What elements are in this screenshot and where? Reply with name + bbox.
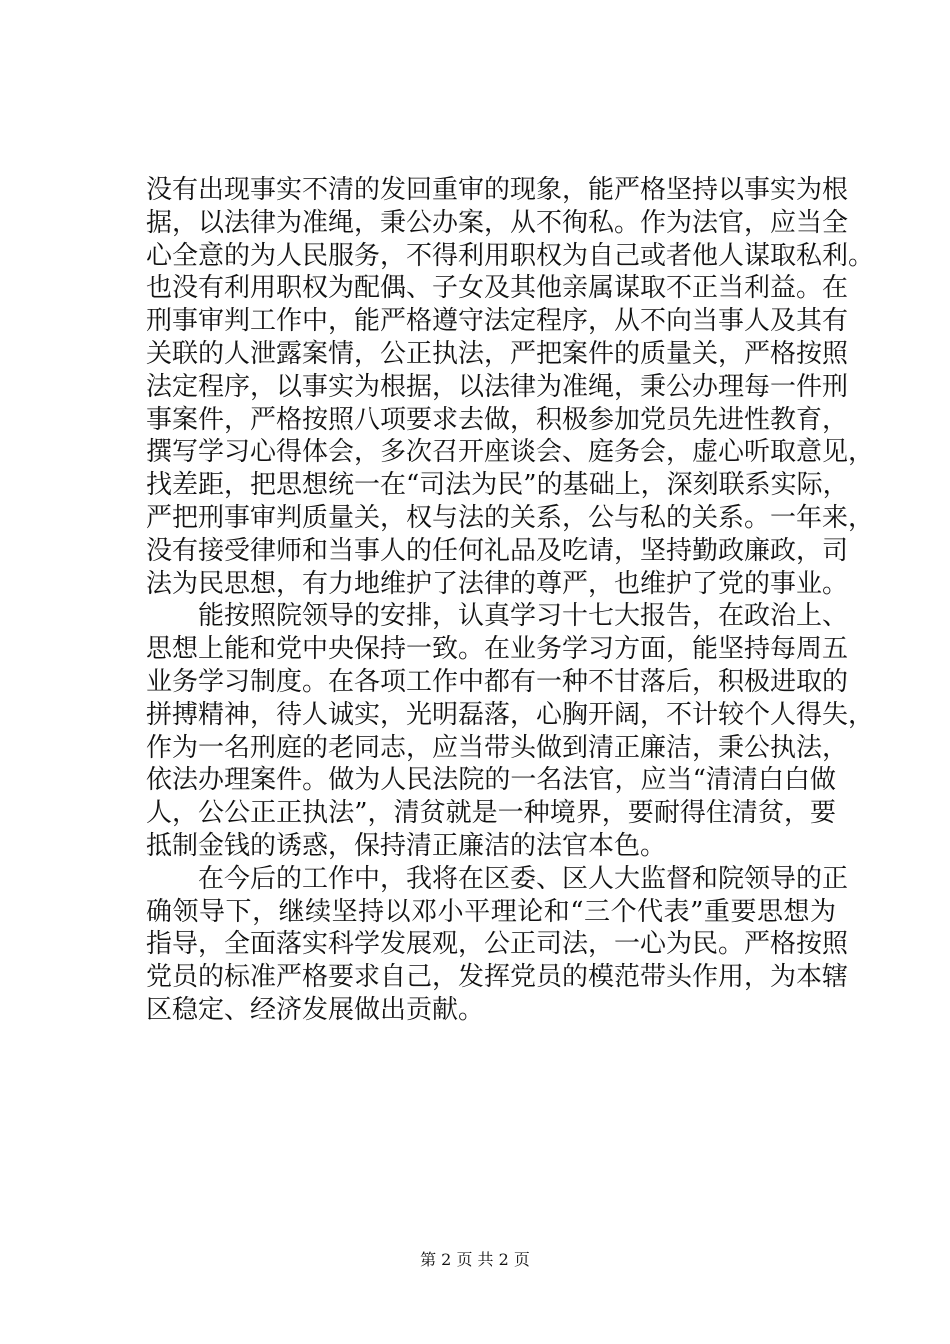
body-line: 据，以法律为准绳，秉公办案，从不徇私。作为法官，应当全 (146, 207, 849, 238)
body-line: 党员的标准严格要求自己，发挥党员的模范带头作用，为本辖 (146, 962, 849, 993)
body-line: 也没有利用职权为配偶、子女及其他亲属谋取不正当利益。在 (146, 273, 849, 304)
body-line: 严把刑事审判质量关，权与法的关系，公与私的关系。一年来， (146, 502, 875, 533)
page-number-footer: 第 2 页 共 2 页 (420, 1250, 530, 1269)
body-line: 抵制金钱的诱惑，保持清正廉洁的法官本色。 (146, 830, 667, 861)
body-line: 人，公公正正执法”，清贫就是一种境界，要耐得住清贫，要 (146, 798, 836, 829)
body-line: 指导，全面落实科学发展观，公正司法，一心为民。严格按照 (146, 929, 849, 960)
body-line: 撰写学习心得体会，多次召开座谈会、庭务会，虚心听取意见， (146, 437, 875, 468)
body-line: 事案件，严格按照八项要求去做，积极参加党员先进性教育， (146, 404, 849, 435)
body-line: 找差距，把思想统一在“司法为民”的基础上，深刻联系实际， (146, 470, 849, 501)
body-line: 业务学习制度。在各项工作中都有一种不甘落后，积极进取的 (146, 666, 849, 697)
body-line: 拼搏精神，待人诚实，光明磊落，心胸开阔，不计较个人得失， (146, 699, 875, 730)
body-line: 思想上能和党中央保持一致。在业务学习方面，能坚持每周五 (146, 634, 849, 665)
body-line: 法定程序，以事实为根据，以法律为准绳，秉公办理每一件刑 (146, 371, 849, 402)
document-body (146, 174, 875, 1027)
body-line: 刑事审判工作中，能严格遵守法定程序，从不向当事人及其有 (146, 306, 849, 337)
body-line: 没有接受律师和当事人的任何礼品及吃请，坚持勤政廉政，司 (146, 535, 849, 566)
body-line: 法为民思想，有力地维护了法律的尊严，也维护了党的事业。 (146, 568, 849, 599)
body-line: 区稳定、经济发展做出贡献。 (146, 994, 485, 1025)
body-line: 能按照院领导的安排，认真学习十七大报告，在政治上、 (146, 601, 849, 632)
body-line: 在今后的工作中，我将在区委、区人大监督和院领导的正 (146, 863, 849, 894)
body-line: 关联的人泄露案情，公正执法，严把案件的质量关，严格按照 (146, 338, 849, 369)
body-line: 没有出现事实不清的发回重审的现象，能严格坚持以事实为根 (146, 175, 849, 205)
body-line: 依法办理案件。做为人民法院的一名法官，应当“清清白白做 (146, 765, 836, 796)
body-line: 心全意的为人民服务，不得利用职权为自己或者他人谋取私利。 (146, 240, 875, 271)
body-line: 确领导下，继续坚持以邓小平理论和“三个代表”重要思想为 (146, 896, 836, 927)
body-line: 作为一名刑庭的老同志，应当带头做到清正廉洁，秉公执法， (146, 732, 849, 763)
